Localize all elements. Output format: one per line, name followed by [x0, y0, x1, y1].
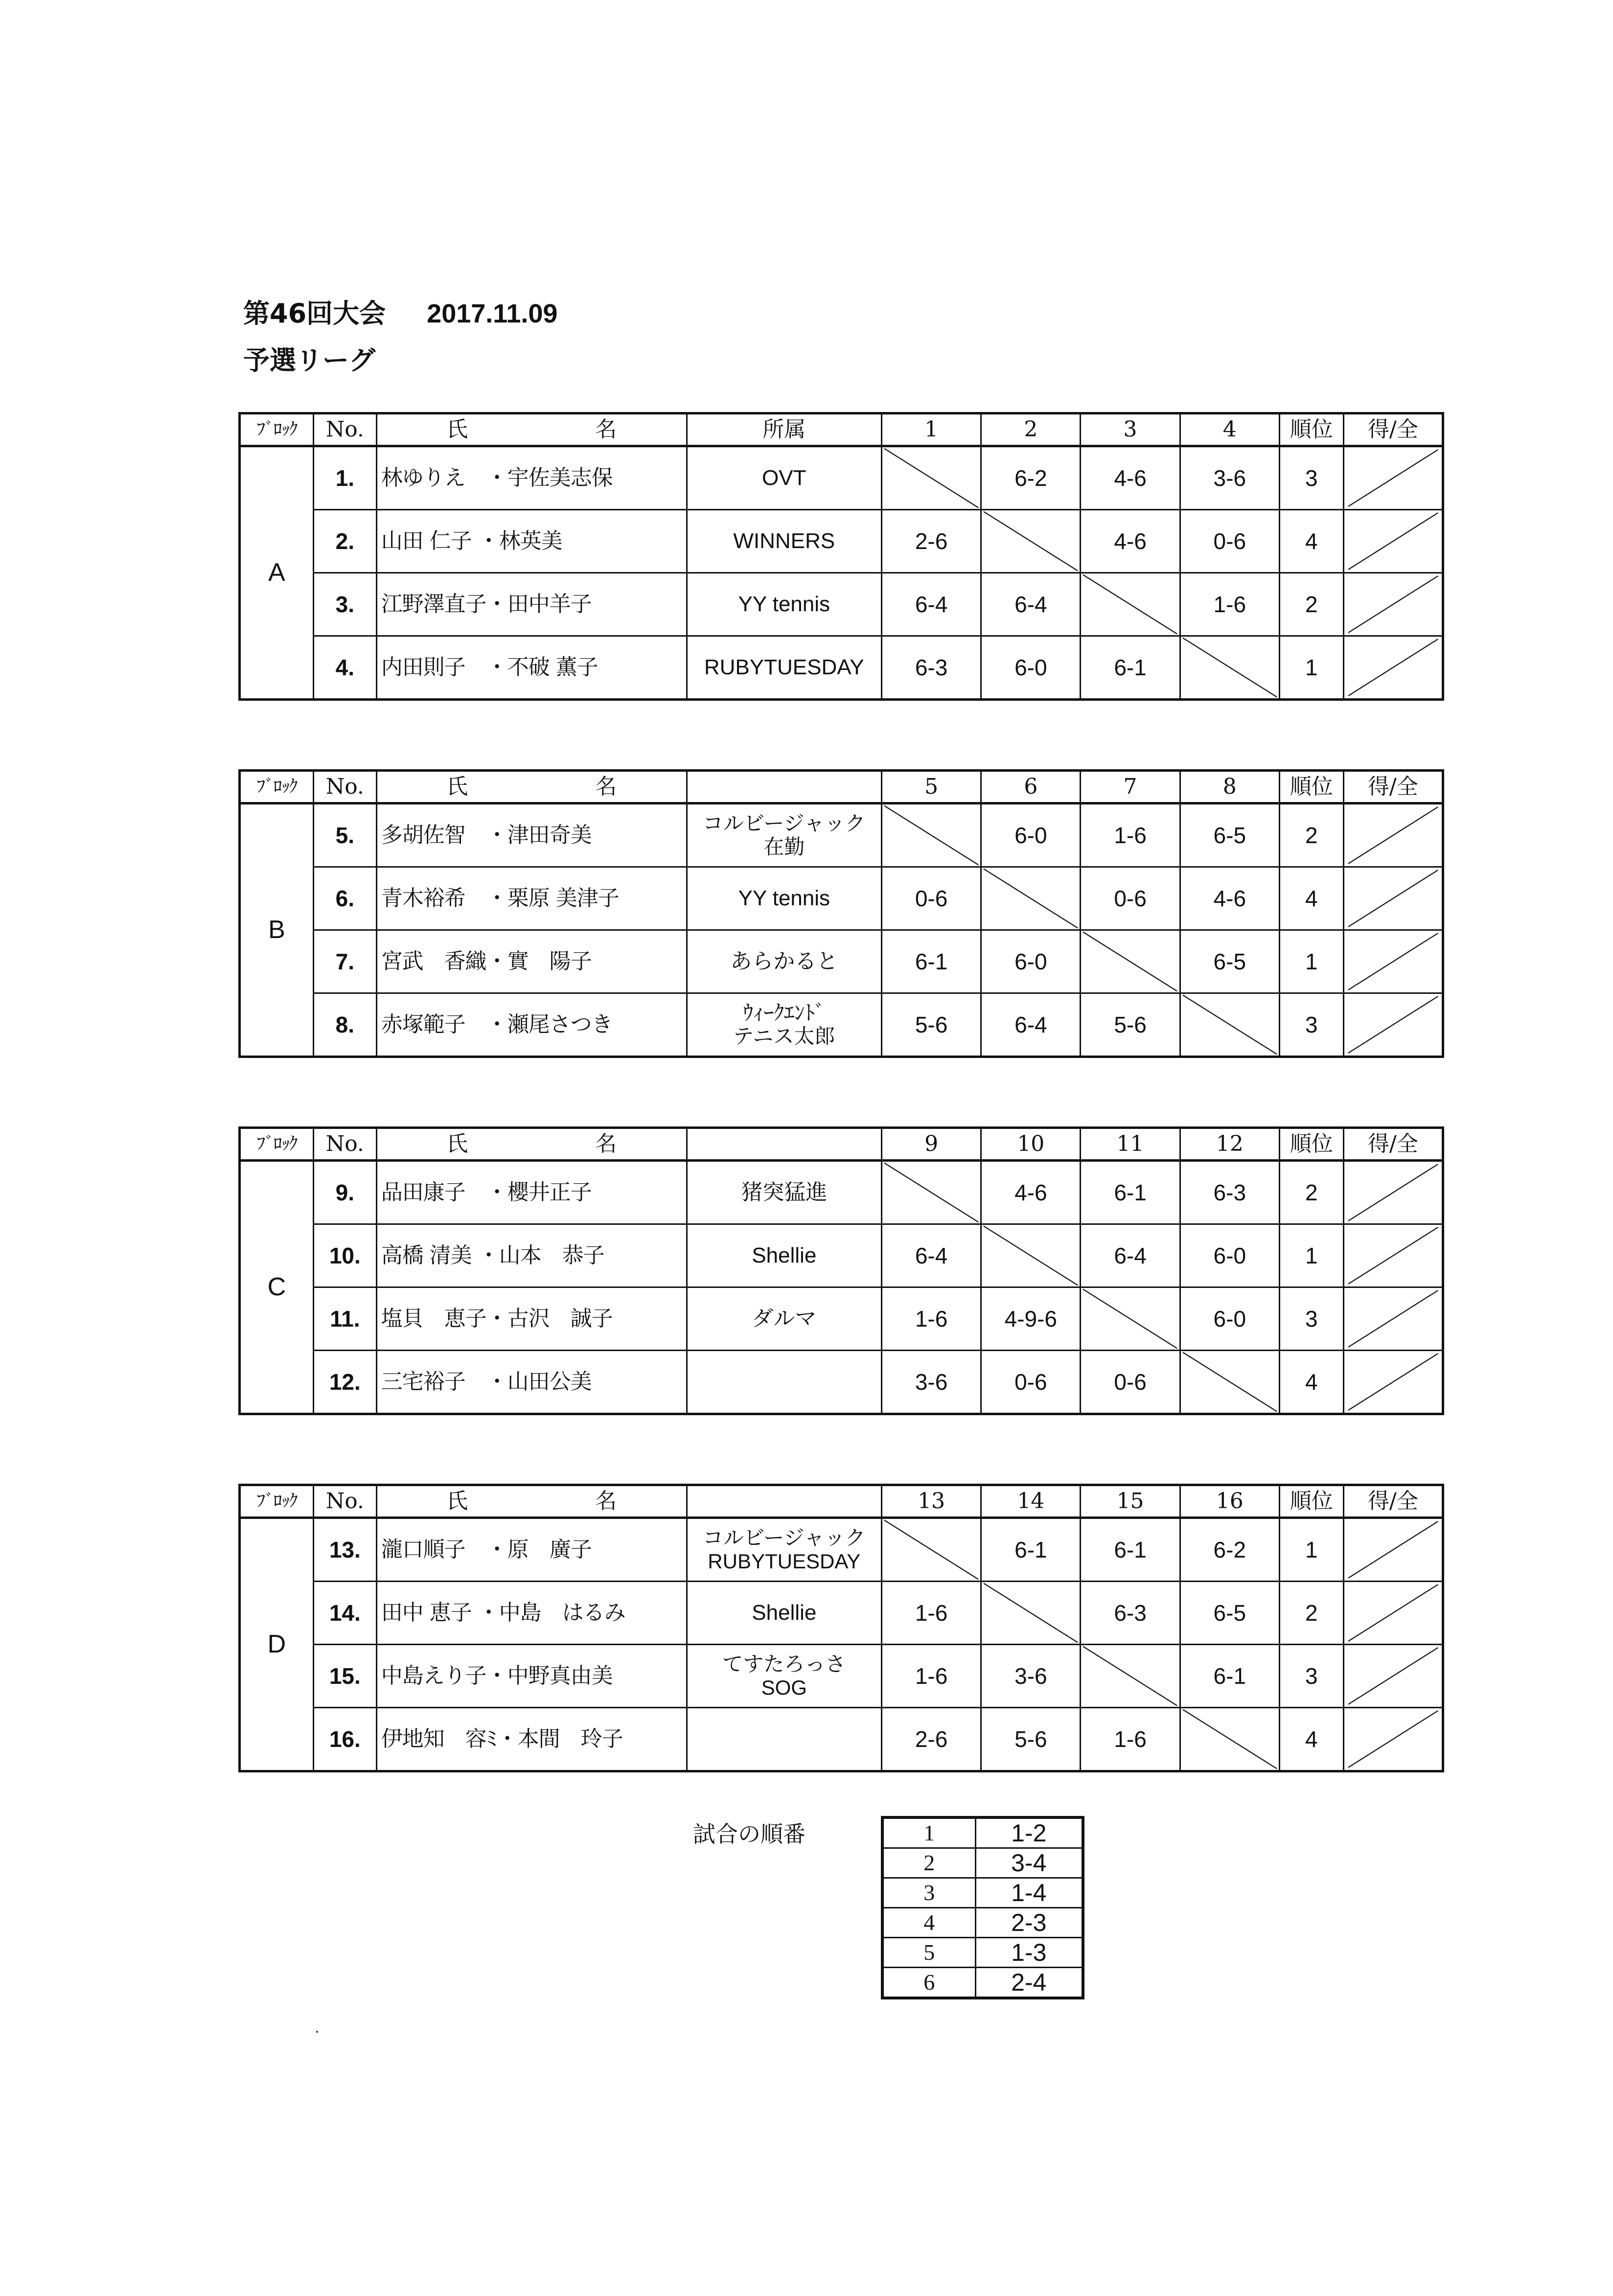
match-score: 6-5	[1180, 930, 1279, 993]
match-order-pair: 2-4	[975, 1968, 1083, 1998]
header-no: No.	[313, 771, 376, 804]
affiliation	[687, 1708, 881, 1771]
affiliation	[687, 1351, 881, 1414]
match-score: 6-3	[881, 636, 981, 700]
match-order-pair: 2-3	[975, 1908, 1083, 1938]
affiliation	[687, 1287, 881, 1351]
match-order-pair: 1-3	[975, 1938, 1083, 1968]
match-order-row	[882, 1938, 1083, 1968]
pair-number: 3.	[313, 573, 376, 636]
table-row	[240, 804, 1443, 867]
rank-value: 1	[1279, 636, 1343, 700]
header-block: ﾌﾞﾛｯｸ	[240, 771, 314, 804]
points-cell	[1343, 1287, 1443, 1351]
table-row	[240, 1645, 1443, 1708]
header-opponent-13: 13	[881, 1485, 981, 1518]
points-cell	[1343, 1645, 1443, 1708]
block-label: A	[240, 446, 314, 700]
match-order-label: 試合の順番	[693, 1821, 806, 1847]
pair-number: 12.	[313, 1351, 376, 1414]
affiliation	[687, 1518, 881, 1582]
match-score: 6-1	[1081, 636, 1180, 700]
rank-value: 4	[1279, 510, 1343, 573]
self-match-cell	[1180, 636, 1279, 700]
table-row	[240, 510, 1443, 573]
header-opponent-4: 4	[1180, 413, 1279, 446]
match-score: 1-6	[1180, 573, 1279, 636]
rank-value: 3	[1279, 1287, 1343, 1351]
affiliation-line: Shellie	[752, 1600, 817, 1625]
header-points: 得/全	[1343, 1485, 1443, 1518]
match-score: 1-6	[881, 1582, 981, 1645]
self-match-cell	[881, 1161, 981, 1224]
player-names: 内田則子 ・不破 薫子	[376, 636, 687, 700]
header-name	[376, 1128, 687, 1161]
affiliation-line: あらかると	[730, 949, 838, 973]
rank-value: 2	[1279, 804, 1343, 867]
points-cell	[1343, 1161, 1443, 1224]
match-score: 6-3	[1081, 1582, 1180, 1645]
affiliation	[687, 804, 881, 867]
header-opponent-14: 14	[981, 1485, 1081, 1518]
player-names: 塩貝 恵子・古沢 誠子	[376, 1287, 687, 1351]
header-opponent-11: 11	[1081, 1128, 1180, 1161]
affiliation	[687, 1645, 881, 1708]
affiliation	[687, 573, 881, 636]
player-names: 田中 恵子 ・中島 はるみ	[376, 1582, 687, 1645]
affiliation	[687, 510, 881, 573]
header-no: No.	[313, 1485, 376, 1518]
match-score: 6-0	[981, 804, 1081, 867]
block-a-table	[238, 412, 1444, 701]
header-rank: 順位	[1279, 771, 1343, 804]
header-no: No.	[313, 413, 376, 446]
affiliation-line: SOG	[761, 1676, 807, 1699]
table-row	[240, 1518, 1443, 1582]
match-score: 1-6	[1081, 804, 1180, 867]
table-row	[240, 573, 1443, 636]
match-score: 6-5	[1180, 804, 1279, 867]
self-match-cell	[981, 1224, 1081, 1287]
match-order-number: 1	[882, 1817, 975, 1848]
header-affiliation	[687, 1128, 881, 1161]
match-order-number: 2	[882, 1848, 975, 1878]
header-rank: 順位	[1279, 413, 1343, 446]
pair-number: 10.	[313, 1224, 376, 1287]
affiliation-line: 猪突猛進	[741, 1180, 828, 1204]
header-affiliation: 所属	[687, 413, 881, 446]
header-opponent-1: 1	[881, 413, 981, 446]
self-match-cell	[981, 867, 1081, 930]
affiliation-line: コルビージャック	[702, 1526, 866, 1549]
pair-number: 9.	[313, 1161, 376, 1224]
match-score: 6-2	[1180, 1518, 1279, 1582]
player-names: 多胡佐智 ・津田奇美	[376, 804, 687, 867]
affiliation-line: Shellie	[752, 1243, 817, 1267]
player-names: 宮武 香織・實 陽子	[376, 930, 687, 993]
player-names: 三宅裕子 ・山田公美	[376, 1351, 687, 1414]
match-score: 6-1	[981, 1518, 1081, 1582]
match-order-row	[882, 1908, 1083, 1938]
table-row	[240, 1351, 1443, 1414]
table-header-row	[240, 1128, 1443, 1161]
match-score: 4-6	[1081, 510, 1180, 573]
rank-value: 3	[1279, 993, 1343, 1057]
affiliation-line: コルビージャック	[702, 811, 866, 835]
affiliation-line: てすたろっさ	[722, 1652, 846, 1676]
header-name-family: 氏	[446, 416, 468, 442]
player-names: 瀧口順子 ・原 廣子	[376, 1518, 687, 1582]
self-match-cell	[1081, 930, 1180, 993]
points-cell	[1343, 510, 1443, 573]
rank-value: 2	[1279, 1582, 1343, 1645]
match-order-number: 5	[882, 1938, 975, 1968]
header-block: ﾌﾞﾛｯｸ	[240, 413, 314, 446]
match-score: 3-6	[1180, 446, 1279, 510]
pair-number: 11.	[313, 1287, 376, 1351]
match-score: 1-6	[881, 1287, 981, 1351]
table-row	[240, 636, 1443, 700]
affiliation	[687, 1582, 881, 1645]
match-order-row	[882, 1878, 1083, 1908]
affiliation-line: 在勤	[763, 835, 805, 858]
match-score: 5-6	[981, 1708, 1081, 1771]
header-points: 得/全	[1343, 771, 1443, 804]
affiliation-line: YY tennis	[738, 592, 830, 616]
points-cell	[1343, 930, 1443, 993]
points-cell	[1343, 804, 1443, 867]
match-score: 1-6	[1081, 1708, 1180, 1771]
pair-number: 2.	[313, 510, 376, 573]
match-order-number: 3	[882, 1878, 975, 1908]
affiliation-line: WINNERS	[733, 528, 835, 553]
affiliation	[687, 867, 881, 930]
match-score: 0-6	[881, 867, 981, 930]
match-order-row	[882, 1817, 1083, 1848]
table-header-row	[240, 413, 1443, 446]
match-score: 6-0	[1180, 1287, 1279, 1351]
match-score: 0-6	[1081, 867, 1180, 930]
header-name	[376, 771, 687, 804]
header-no: No.	[313, 1128, 376, 1161]
affiliation-line: ｳｨｰｸｴﾝﾄﾞ	[743, 1001, 826, 1024]
header-name	[376, 413, 687, 446]
match-order-number: 4	[882, 1908, 975, 1938]
header-name-family: 氏	[446, 1131, 468, 1156]
self-match-cell	[981, 1582, 1081, 1645]
affiliation	[687, 636, 881, 700]
self-match-cell	[1081, 573, 1180, 636]
player-names: 高橋 清美 ・山本 恭子	[376, 1224, 687, 1287]
match-score: 0-6	[981, 1351, 1081, 1414]
header-name-given: 名	[595, 416, 617, 442]
match-score: 5-6	[881, 993, 981, 1057]
table-row	[240, 1708, 1443, 1771]
match-order-row	[882, 1968, 1083, 1998]
pair-number: 5.	[313, 804, 376, 867]
block-label: D	[240, 1518, 314, 1771]
header-rank: 順位	[1279, 1128, 1343, 1161]
affiliation-line: テニス太郎	[733, 1025, 835, 1048]
match-score: 0-6	[1180, 510, 1279, 573]
pair-number: 15.	[313, 1645, 376, 1708]
self-match-cell	[881, 1518, 981, 1582]
match-score: 4-9-6	[981, 1287, 1081, 1351]
table-row	[240, 1161, 1443, 1224]
header-opponent-6: 6	[981, 771, 1081, 804]
match-score: 6-5	[1180, 1582, 1279, 1645]
header-opponent-15: 15	[1081, 1485, 1180, 1518]
player-names: 品田康子 ・櫻井正子	[376, 1161, 687, 1224]
rank-value: 3	[1279, 446, 1343, 510]
player-names: 伊地知 容ﾐ・本間 玲子	[376, 1708, 687, 1771]
header-name-family: 氏	[446, 774, 468, 799]
match-score: 6-4	[981, 993, 1081, 1057]
self-match-cell	[1081, 1645, 1180, 1708]
match-score: 6-0	[981, 930, 1081, 993]
header-name-given: 名	[595, 1131, 617, 1156]
rank-value: 4	[1279, 867, 1343, 930]
header-name-given: 名	[595, 774, 617, 799]
affiliation	[687, 993, 881, 1057]
table-header-row	[240, 1485, 1443, 1518]
rank-value: 2	[1279, 1161, 1343, 1224]
match-order-pair: 1-4	[975, 1878, 1083, 1908]
match-score: 4-6	[1081, 446, 1180, 510]
header-opponent-10: 10	[981, 1128, 1081, 1161]
points-cell	[1343, 573, 1443, 636]
affiliation	[687, 930, 881, 993]
match-score: 6-2	[981, 446, 1081, 510]
header-name	[376, 1485, 687, 1518]
rank-value: 4	[1279, 1351, 1343, 1414]
pair-number: 14.	[313, 1582, 376, 1645]
match-score: 4-6	[981, 1161, 1081, 1224]
header-opponent-7: 7	[1081, 771, 1180, 804]
header-opponent-2: 2	[981, 413, 1081, 446]
header-points: 得/全	[1343, 413, 1443, 446]
self-match-cell	[881, 446, 981, 510]
match-order-row	[882, 1848, 1083, 1878]
affiliation-line: ダルマ	[752, 1306, 817, 1331]
points-cell	[1343, 636, 1443, 700]
match-order-pair: 3-4	[975, 1848, 1083, 1878]
header-opponent-3: 3	[1081, 413, 1180, 446]
match-score: 6-4	[881, 573, 981, 636]
match-score: 3-6	[981, 1645, 1081, 1708]
points-cell	[1343, 1518, 1443, 1582]
header-opponent-9: 9	[881, 1128, 981, 1161]
self-match-cell	[1180, 1708, 1279, 1771]
pair-number: 8.	[313, 993, 376, 1057]
pair-number: 7.	[313, 930, 376, 993]
header-opponent-5: 5	[881, 771, 981, 804]
table-row	[240, 1582, 1443, 1645]
affiliation	[687, 1224, 881, 1287]
header-name-family: 氏	[446, 1488, 468, 1514]
table-row	[240, 1287, 1443, 1351]
match-score: 0-6	[1081, 1351, 1180, 1414]
match-score: 6-1	[1180, 1645, 1279, 1708]
points-cell	[1343, 1224, 1443, 1287]
stray-mark	[316, 2031, 318, 2033]
match-order-number: 6	[882, 1968, 975, 1998]
match-score: 6-1	[881, 930, 981, 993]
player-names: 青木裕希 ・栗原 美津子	[376, 867, 687, 930]
tournament-name: 第46回大会	[243, 298, 386, 329]
match-score: 6-0	[1180, 1224, 1279, 1287]
match-score: 6-4	[1081, 1224, 1180, 1287]
rank-value: 1	[1279, 1224, 1343, 1287]
rank-value: 3	[1279, 1645, 1343, 1708]
match-score: 3-6	[881, 1351, 981, 1414]
match-score: 5-6	[1081, 993, 1180, 1057]
header-block: ﾌﾞﾛｯｸ	[240, 1485, 314, 1518]
self-match-cell	[1081, 1287, 1180, 1351]
affiliation	[687, 1161, 881, 1224]
points-cell	[1343, 993, 1443, 1057]
affiliation	[687, 446, 881, 510]
player-names: 中島えり子・中野真由美	[376, 1645, 687, 1708]
affiliation-line: YY tennis	[738, 886, 830, 910]
page-title	[243, 293, 557, 330]
match-score: 6-0	[981, 636, 1081, 700]
header-points: 得/全	[1343, 1128, 1443, 1161]
pair-number: 6.	[313, 867, 376, 930]
match-order-table	[881, 1816, 1084, 1999]
header-block: ﾌﾞﾛｯｸ	[240, 1128, 314, 1161]
page-subtitle: 予選リーグ	[243, 345, 375, 376]
table-row	[240, 930, 1443, 993]
block-c-table	[238, 1126, 1444, 1415]
self-match-cell	[1180, 1351, 1279, 1414]
header-name-given: 名	[595, 1488, 617, 1514]
pair-number: 4.	[313, 636, 376, 700]
match-score: 6-4	[981, 573, 1081, 636]
table-row	[240, 446, 1443, 510]
pair-number: 16.	[313, 1708, 376, 1771]
block-b-table	[238, 769, 1444, 1058]
table-row	[240, 993, 1443, 1057]
points-cell	[1343, 1708, 1443, 1771]
affiliation-line: RUBYTUESDAY	[708, 1550, 861, 1573]
match-score: 4-6	[1180, 867, 1279, 930]
match-score: 2-6	[881, 1708, 981, 1771]
match-score: 2-6	[881, 510, 981, 573]
self-match-cell	[981, 510, 1081, 573]
match-score: 6-1	[1081, 1518, 1180, 1582]
header-opponent-12: 12	[1180, 1128, 1279, 1161]
block-d-table	[238, 1484, 1444, 1772]
pair-number: 13.	[313, 1518, 376, 1582]
rank-value: 4	[1279, 1708, 1343, 1771]
tournament-date: 2017.11.09	[427, 299, 558, 328]
player-names: 林ゆりえ ・宇佐美志保	[376, 446, 687, 510]
self-match-cell	[1180, 993, 1279, 1057]
match-score: 1-6	[881, 1645, 981, 1708]
self-match-cell	[881, 804, 981, 867]
points-cell	[1343, 1582, 1443, 1645]
block-label: C	[240, 1161, 314, 1414]
header-affiliation	[687, 1485, 881, 1518]
block-label: B	[240, 804, 314, 1057]
header-rank: 順位	[1279, 1485, 1343, 1518]
rank-value: 2	[1279, 573, 1343, 636]
rank-value: 1	[1279, 1518, 1343, 1582]
affiliation-line: RUBYTUESDAY	[704, 655, 864, 679]
player-names: 赤塚範子 ・瀬尾さつき	[376, 993, 687, 1057]
header-opponent-16: 16	[1180, 1485, 1279, 1518]
player-names: 江野澤直子・田中羊子	[376, 573, 687, 636]
points-cell	[1343, 1351, 1443, 1414]
match-score: 6-4	[881, 1224, 981, 1287]
match-score: 6-1	[1081, 1161, 1180, 1224]
match-score: 6-3	[1180, 1161, 1279, 1224]
points-cell	[1343, 867, 1443, 930]
table-row	[240, 867, 1443, 930]
affiliation-line: OVT	[762, 465, 806, 490]
header-opponent-8: 8	[1180, 771, 1279, 804]
header-affiliation	[687, 771, 881, 804]
table-row	[240, 1224, 1443, 1287]
rank-value: 1	[1279, 930, 1343, 993]
pair-number: 1.	[313, 446, 376, 510]
points-cell	[1343, 446, 1443, 510]
match-order-pair: 1-2	[975, 1817, 1083, 1848]
player-names: 山田 仁子 ・林英美	[376, 510, 687, 573]
table-header-row	[240, 771, 1443, 804]
